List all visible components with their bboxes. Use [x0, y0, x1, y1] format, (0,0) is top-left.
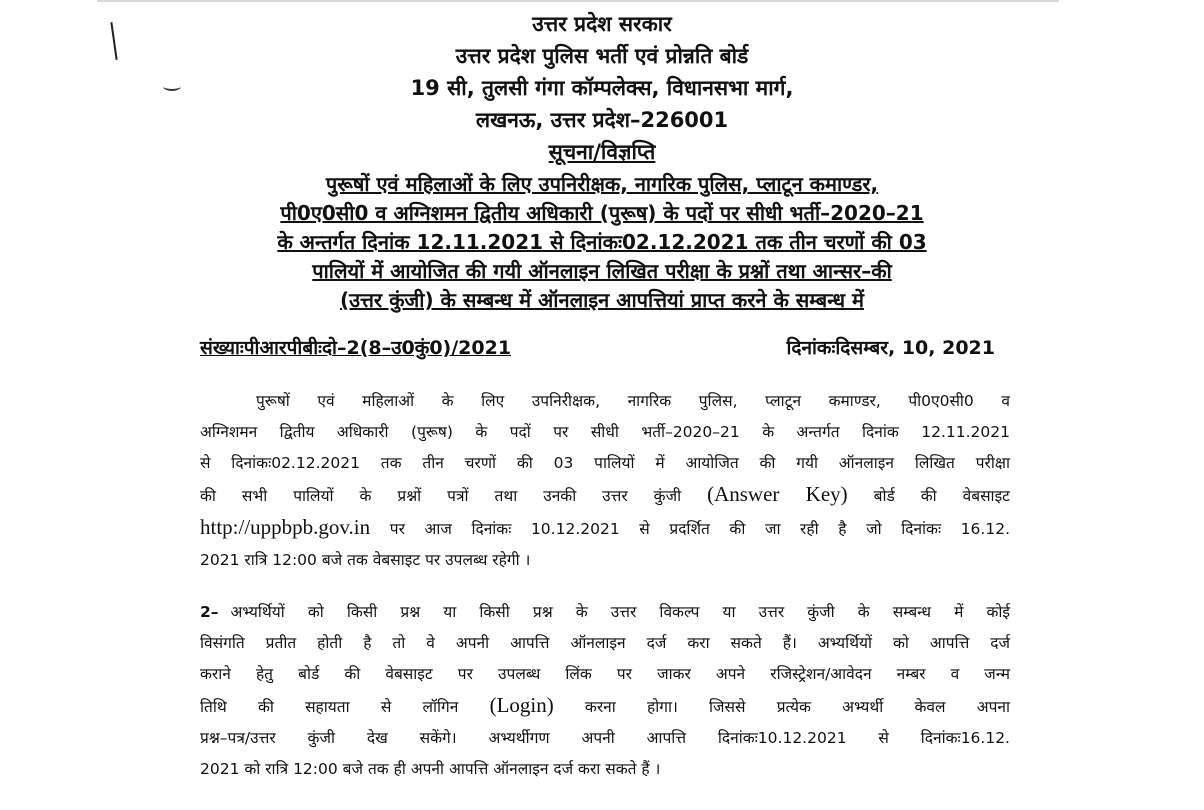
text-fragment: बोर्ड की वेबसाइट: [847, 487, 1010, 505]
paragraph-line: से दिनांकः02.12.2021 तक तीन चरणों की 03 पालियों में आयोजित की गयी ऑनलाइन लिखित परीक्षा: [200, 454, 1010, 472]
paragraph-line: [200, 512, 1010, 545]
government-name: उत्तर प्रदेश सरकार: [532, 12, 672, 36]
paragraph-line: [200, 479, 1010, 512]
login-term: (Login): [489, 693, 554, 717]
text-fragment: पर आज दिनांकः 10.12.2021 से प्रदर्शित की जा रही है जो दिनांकः 16.12.: [370, 520, 1010, 538]
paragraph-line: अग्निशमन द्वितीय अधिकारी (पुरूष) के पदों पर सीधी भर्ती–2020–21 के अन्तर्गत दिनांक 12.11.2021: [200, 423, 1010, 441]
text-fragment: तिथि की सहायता से लॉगिन: [200, 698, 490, 716]
reference-number: संख्याःपीआरपीबीःदो–2(8–उ0कुं0)/2021: [200, 337, 512, 359]
board-city: लखनऊ, उत्तर प्रदेश–226001: [475, 108, 729, 132]
reference-date: दिनांकःदिसम्बर, 10, 2021: [786, 337, 995, 359]
subject-line: (उत्तर कुंजी) के सम्बन्ध में ऑनलाइन आपत्तियां प्राप्त करने के सम्बन्ध में: [340, 288, 864, 312]
subject-line: पालियों में आयोजित की गयी ऑनलाइन लिखित परीक्षा के प्रश्नों तथा आन्सर–की: [312, 259, 892, 283]
paragraph-line: [200, 690, 1010, 723]
board-address: 19 सी, तुलसी गंगा कॉम्पलेक्स, विधानसभा मार्ग,: [410, 76, 794, 100]
text-fragment: अभ्यर्थियों को किसी प्रश्न या किसी प्रश्न के उत्तर विकल्प या उत्तर कुंजी के सम्बन्ध में कोई: [230, 603, 1010, 621]
paragraph-line: पुरूषों एवं महिलाओं के लिए उपनिरीक्षक, नागरिक पुलिस, प्लाटून कमाण्डर, पी0ए0सी0 व: [256, 392, 1010, 410]
paragraph-number: 2–: [200, 603, 219, 621]
subject-line: के अन्तर्गत दिनांक 12.11.2021 से दिनांकः02.12.2021 तक तीन चरणों की 03: [277, 230, 927, 254]
reference-row: [200, 334, 995, 362]
subject-line: पी0ए0सी0 व अग्निशमन द्वितीय अधिकारी (पुरूष) के पदों पर सीधी भर्ती–2020–21: [280, 201, 924, 225]
paragraph-line: प्रश्न–पत्र/उत्तर कुंजी देख सकेंगे। अभ्यर्थीगण अपनी आपत्ति दिनांकः10.12.2021 से दिनांकः16.12.: [200, 729, 1010, 747]
notice-title: सूचना/विज्ञप्ति: [548, 140, 656, 164]
paragraph-line: [200, 597, 1010, 628]
paragraph-line: विसंगति प्रतीत होती है तो वे अपनी आपत्ति ऑनलाइन दर्ज करा सकते हैं। अभ्यर्थियों को आपत्ति दर्ज: [200, 634, 1010, 652]
notice-subject: [0, 170, 1204, 315]
website-url[interactable]: http://uppbpb.gov.in: [200, 515, 371, 539]
board-name: उत्तर प्रदेश पुलिस भर्ती एवं प्रोन्नति बोर्ड: [455, 44, 749, 68]
paragraph-line: 2021 रात्रि 12:00 बजे तक वेबसाइट पर उपलब्ध रहेगी ।: [200, 551, 531, 569]
paragraph-line: 2021 को रात्रि 12:00 बजे तक ही अपनी आपत्ति ऑनलाइन दर्ज करा सकते हैं ।: [200, 760, 661, 778]
page-top-border: [97, 0, 1059, 2]
text-fragment: करना होगा। जिससे प्रत्येक अभ्यर्थी केवल अपना: [553, 698, 1010, 716]
text-fragment: की सभी पालियों के प्रश्नों पत्रों तथा उनकी उत्तर कुंजी: [200, 487, 708, 505]
answer-key-term: (Answer Key): [707, 482, 848, 506]
paragraph-line: कराने हेतु बोर्ड की वेबसाइट पर उपलब्ध लिंक पर जाकर अपने रजिस्ट्रेशन/आवेदन नम्बर व जन्म: [200, 665, 1010, 683]
notice-title-row: [0, 136, 1204, 168]
paragraph-1: [200, 386, 1010, 576]
letterhead: [0, 8, 1204, 168]
paragraph-2: [200, 597, 1010, 785]
subject-line: पुरूषों एवं महिलाओं के लिए उपनिरीक्षक, नागरिक पुलिस, प्लाटून कमाण्डर,: [325, 172, 879, 196]
